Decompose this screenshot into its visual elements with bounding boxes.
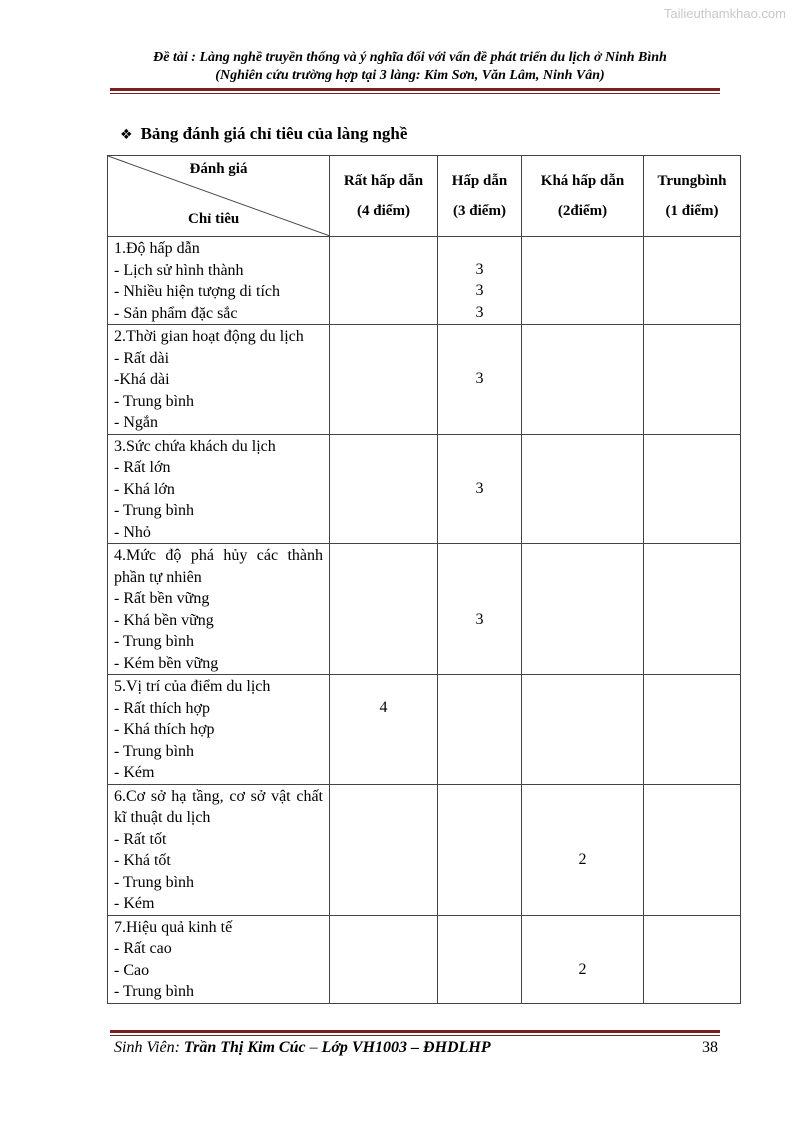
column-header: Trungbình (1 điểm) (644, 156, 741, 237)
table-row (108, 325, 741, 435)
table-row (108, 237, 741, 325)
score-cell (438, 915, 522, 1003)
footer-student-name: Trần Thị Kim Cúc (183, 1039, 306, 1056)
criterion-line: 1.Độ hấp dẫn (114, 240, 200, 257)
footer-rule-thick (110, 1030, 720, 1033)
criterion-cell (108, 237, 330, 325)
criterion-cell (108, 544, 330, 675)
score-cell (644, 784, 741, 915)
criterion-line: - Trung bình (114, 742, 195, 760)
criterion-line: - Trung bình (114, 873, 195, 891)
criterion-line: - Kém bền vững (114, 654, 219, 672)
score-cell (330, 325, 438, 435)
criterion-line: - Trung bình (114, 983, 195, 1000)
page-header (100, 49, 720, 85)
table-row (108, 544, 741, 675)
score-cell: 3 3 3 (438, 237, 522, 325)
criterion-line: -Khá dài (114, 371, 170, 388)
column-header: Rất hấp dẫn (4 điểm) (330, 156, 438, 237)
criterion-line: - Kém (114, 764, 155, 781)
table-row (108, 915, 741, 1003)
score-cell (644, 915, 741, 1003)
criterion-line: - Rất dài (114, 349, 170, 367)
criterion-line: 4.Mức độ phá hủy các thành phần tự nhiên (114, 547, 323, 586)
criterion-line: 7.Hiệu quả kinh tế (114, 918, 233, 936)
score-cell (522, 675, 644, 785)
footer-label: Sinh Viên: (114, 1039, 184, 1056)
score-cell (522, 434, 644, 544)
score-cell (522, 237, 644, 325)
header-line-2: (Nghiên cứu trường hợp tại 3 làng: Kim Sơn, Văn Lâm, Ninh Vân) (215, 68, 605, 83)
criterion-line: - Cao (114, 961, 150, 979)
footer-author (114, 1039, 491, 1057)
criterion-line: 3.Sức chứa khách du lịch (114, 437, 276, 455)
criterion-line: - Ngắn (114, 414, 158, 431)
criterion-cell (108, 434, 330, 544)
criterion-line: - Rất bền vững (114, 590, 210, 607)
criterion-line: - Rất cao (114, 940, 172, 957)
header-rule-thin (110, 93, 720, 94)
score-cell (330, 434, 438, 544)
score-cell: 2 (522, 784, 644, 915)
header-rule-thick (110, 88, 720, 91)
section-title-text: Bảng đánh giá chỉ tiêu của làng nghề (140, 124, 408, 143)
criterion-cell (108, 784, 330, 915)
evaluation-table (107, 155, 741, 1004)
table-row (108, 434, 741, 544)
criterion-line: 6.Cơ sở hạ tầng, cơ sở vật chất kĩ thuật du lịch (114, 787, 323, 826)
criterion-line: - Khá thích hợp (114, 721, 215, 738)
diamond-bullet-icon: ❖ (120, 127, 133, 143)
criterion-line: - Rất thích hợp (114, 699, 210, 717)
criterion-line: - Trung bình (114, 633, 195, 650)
criterion-line: - Khá bền vững (114, 611, 214, 629)
criterion-cell (108, 675, 330, 785)
criterion-line: - Kém (114, 895, 155, 912)
table-header-row (108, 156, 741, 237)
criterion-line: 5.Vị trí của điểm du lịch (114, 678, 271, 695)
criterion-line: - Khá lớn (114, 480, 175, 498)
criterion-line: - Nhỏ (114, 523, 151, 541)
criterion-cell (108, 915, 330, 1003)
column-header: Khá hấp dẫn (2điểm) (522, 156, 644, 237)
criterion-line: - Sản phẩm đặc sắc (114, 304, 238, 322)
score-cell (644, 434, 741, 544)
corner-label-criteria: Chỉ tiêu (188, 211, 240, 227)
header-line-1: Đề tài : Làng nghề truyền thống và ý nghĩa đối với vấn đề phát triển du lịch ở Ninh Bình (153, 50, 667, 65)
table-row (108, 675, 741, 785)
score-cell: 3 (438, 434, 522, 544)
score-cell (644, 675, 741, 785)
footer-dash: – (305, 1039, 322, 1056)
score-cell (330, 544, 438, 675)
column-header: Hấp dẫn (3 điểm) (438, 156, 522, 237)
table-corner-cell (108, 156, 330, 237)
score-cell (330, 915, 438, 1003)
score-cell: 3 (438, 325, 522, 435)
watermark: Tailieuthamkhao.com (663, 6, 786, 21)
page-number: 38 (702, 1039, 718, 1056)
score-cell (644, 544, 741, 675)
criterion-line: - Nhiều hiện tượng di tích (114, 283, 280, 300)
table-row (108, 784, 741, 915)
criterion-line: - Khá tốt (114, 852, 171, 869)
score-cell (644, 325, 741, 435)
score-cell: 2 (522, 915, 644, 1003)
footer-class-info: Lớp VH1003 – ĐHDLHP (321, 1039, 491, 1056)
criterion-line: - Rất tốt (114, 830, 167, 848)
score-cell (644, 237, 741, 325)
criterion-line: 2.Thời gian hoạt động du lịch (114, 328, 304, 345)
criterion-line: - Rất lớn (114, 459, 171, 476)
corner-label-evaluation: Đánh giá (189, 161, 248, 177)
footer-rule-thin (110, 1035, 720, 1036)
score-cell (330, 784, 438, 915)
criterion-line: - Trung bình (114, 502, 195, 519)
score-cell (438, 675, 522, 785)
section-title (120, 124, 407, 144)
score-cell (438, 784, 522, 915)
score-cell (522, 325, 644, 435)
score-cell (330, 237, 438, 325)
criterion-cell (108, 325, 330, 435)
score-cell: 4 (330, 675, 438, 785)
criterion-line: - Trung bình (114, 392, 195, 410)
score-cell (522, 544, 644, 675)
score-cell: 3 (438, 544, 522, 675)
criterion-line: - Lịch sử hình thành (114, 261, 244, 279)
